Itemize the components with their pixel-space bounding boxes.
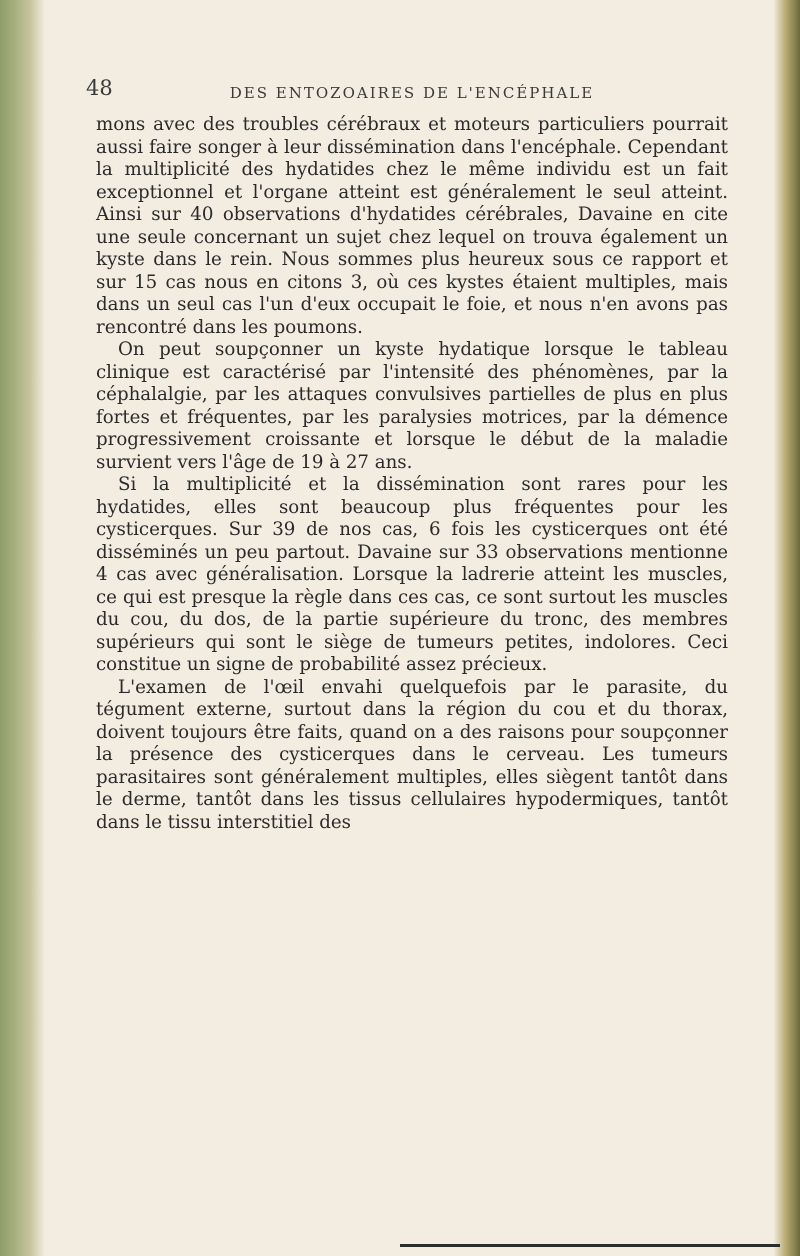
paragraph: L'examen de l'œil envahi quelquefois par le parasite, du tégument externe, surtout dans la région du cou et du thorax, doivent toujours être faits, quand on a des raisons pour soupçonner la présence des cysticerques dans le cerveau. Les tumeurs parasitaires sont généralement multiples, elles siègent tantôt dans le derme, tantôt dans les tissus cellulaires hypodermiques, tantôt dans le tissu interstitiel des xyxy=(96,676,728,833)
body-text xyxy=(96,114,728,834)
book-gutter-shadow xyxy=(0,0,44,1256)
book-page xyxy=(86,76,728,834)
paragraph: Si la multiplicité et la dissémination sont rares pour les hydatides, elles sont beaucoup plus fréquentes pour les cysticerques. Sur 39 de nos cas, 6 fois les cysticerques ont été disséminés un peu partout. Davaine sur 33 observations mentionne 4 cas avec généralisation. Lorsque la ladrerie atteint les muscles, ce qui est presque la règle dans ces cas, ce sont surtout les muscles du cou, du dos, de la partie supérieure du tronc, des membres supérieurs qui sont le siège de tumeurs petites, indolores. Ceci constitue un signe de probabilité assez précieux. xyxy=(96,474,728,675)
page-edge-shadow xyxy=(774,0,800,1256)
paragraph: mons avec des troubles cérébraux et moteurs particuliers pourrait aussi faire songer à leur dissémination dans l'encéphale. Cependant la multiplicité des hydatides chez le même individu est un fait exceptionnel et l'organe atteint est généralement le seul atteint. Ainsi sur 40 observations d'hydatides cérébrales, Davaine en cite une seule concernant un sujet chez lequel on trouva également un kyste dans le rein. Nous sommes plus heureux sous ce rapport et sur 15 cas nous en citons 3, où ces kystes étaient multiples, mais dans un seul cas l'un d'eux occupait le foie, et nous n'en avons pas rencontré dans les poumons. xyxy=(96,114,728,338)
bottom-rule xyxy=(400,1244,780,1247)
running-title: DES ENTOZOAIRES DE L'ENCÉPHALE xyxy=(229,84,595,102)
paragraph: On peut soupçonner un kyste hydatique lorsque le tableau clinique est caractérisé par l'intensité des phénomènes, par la céphalalgie, par les attaques convulsives partielles de plus en plus fortes et fréquentes, par les paralysies motrices, par la démence progressivement croissante et lorsque le début de la maladie survient vers l'âge de 19 à 27 ans. xyxy=(96,339,728,473)
page-header xyxy=(86,76,728,114)
page-number: 48 xyxy=(86,76,113,100)
